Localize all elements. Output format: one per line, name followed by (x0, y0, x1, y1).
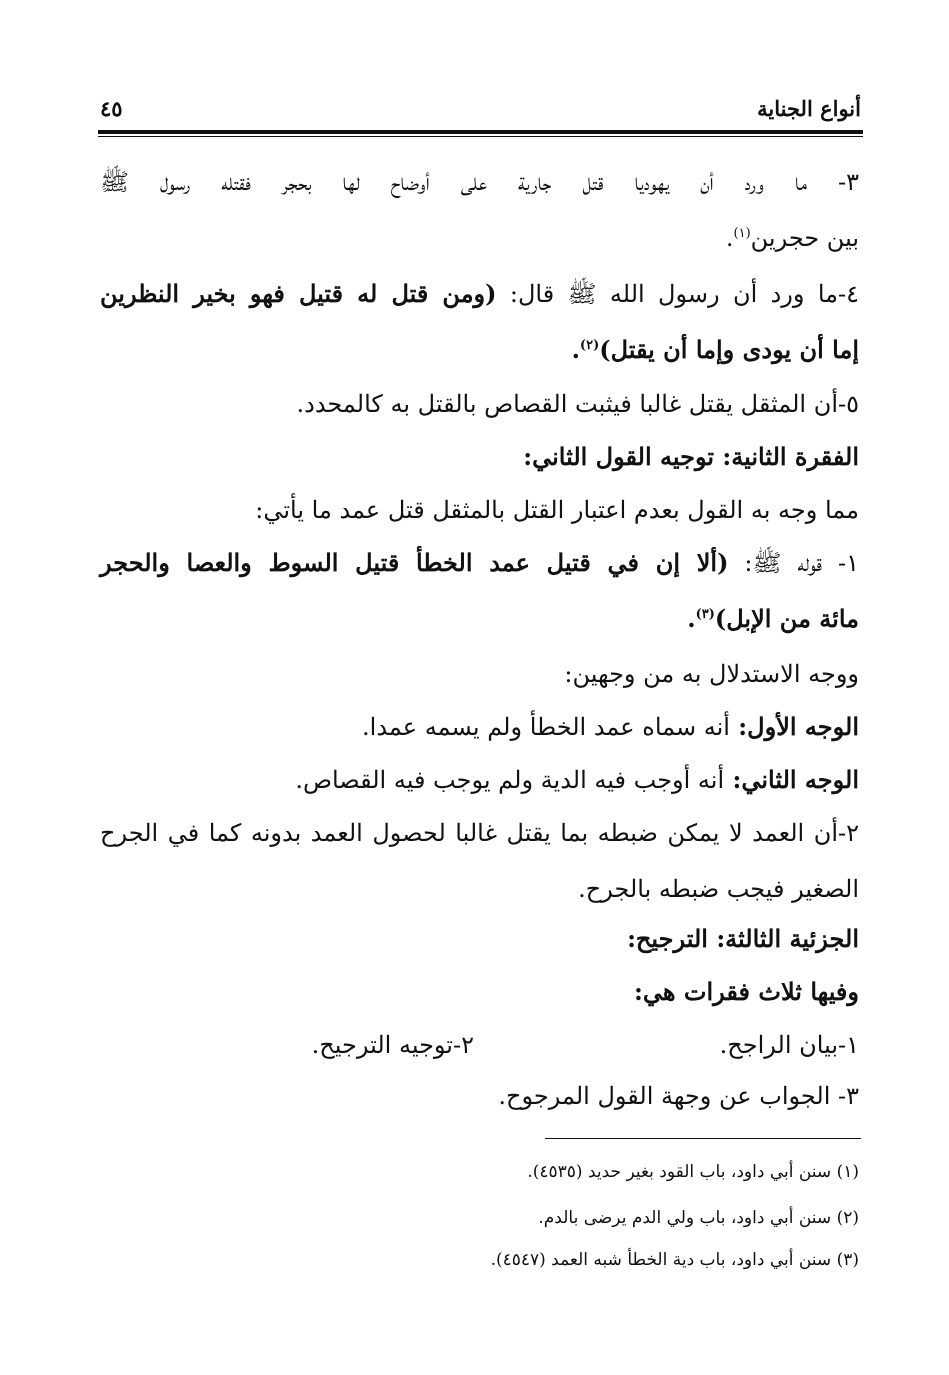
hadith-quote-1-end: إما أن يودى وإما أن يقتل) (599, 335, 859, 364)
hadith-quote-1: (ومن قتل له قتيل فهو بخير النظرين (100, 279, 497, 308)
text-line-13: ٢-أن العمد لا يمكن ضبطه بما يقتل غالبا لحصول العمد بدونه كما في الجرح (100, 819, 859, 847)
list-item-2: ٢-توجيه الترجيح. (311, 1031, 474, 1059)
header-rule (98, 130, 863, 134)
text-line-7: مما وجه به القول بعدم اعتبار القتل بالمثقل قتل عمد ما يأتي: (255, 496, 859, 524)
footnote-2: (٢) سنن أبي داود، باب ولي الدم يرضى بالدم. (538, 1208, 859, 1228)
text-line-8-intro: ١- قوله ﷺ: (728, 549, 859, 577)
text-line-1: ٣- ما ورد أن يهوديا قتل جارية على أوضاح لها بحجر فقتله رسول ﷺ (100, 168, 859, 196)
running-header-title: أنواع الجناية (757, 96, 861, 121)
aspect-text-1: أنه سماه عمد الخطأ ولم يسمه عمدا. (362, 713, 730, 741)
page-number: ٤٥ (100, 96, 123, 121)
text-line-4-end: . (571, 335, 580, 364)
aspect-text-2: أنه أوجب فيه الدية ولم يوجب فيه القصاص. (295, 766, 725, 794)
footnote-3: (٣) سنن أبي داود، باب دية الخطأ شبه العمد (٤٥٤٧). (490, 1250, 859, 1270)
text-line-5: ٥-أن المثقل يقتل غالبا فيثبت القصاص بالقتل به كالمحدد. (296, 390, 859, 418)
text-line-8 (100, 549, 859, 578)
text-line-2 (726, 224, 859, 253)
hadith-quote-2: (ألا إن في قتيل عمد الخطأ قتيل السوط والعصا والحجر (100, 548, 729, 577)
text-line-4 (572, 336, 859, 365)
section-heading-part-3: الجزئية الثالثة: الترجيح: (627, 924, 859, 953)
footnote-ref-3: (٣) (695, 607, 715, 622)
list-item-3: ٣- الجواب عن وجهة القول المرجوح. (498, 1082, 859, 1110)
hadith-quote-2-end: مائة من الإبل) (714, 604, 859, 633)
text-line-12 (295, 766, 859, 795)
text-line-10: ووجه الاستدلال به من وجهين: (564, 660, 859, 688)
footnote-1: (١) سنن أبي داود، باب القود بغير حديد (٤٥٣٥). (527, 1162, 859, 1182)
text-line-3 (100, 280, 859, 309)
footnote-ref-1: (١) (733, 226, 751, 241)
section-heading-paragraph-2: الفقرة الثانية: توجيه القول الثاني: (523, 442, 859, 471)
text-line-2-end: . (725, 224, 734, 252)
text-line-14: الصغير فيجب ضبطه بالجرح. (578, 875, 859, 903)
footnote-separator (545, 1138, 861, 1139)
footnote-ref-2: (٢) (579, 338, 600, 353)
text-line-9 (687, 605, 859, 634)
text-line-3-intro: ٤-ما ورد أن رسول الله ﷺ قال: (496, 280, 859, 308)
text-line-11 (362, 713, 859, 742)
aspect-label-1: الوجه الأول: (729, 712, 859, 741)
header-rule-thin (98, 136, 863, 137)
list-item-1: ١-بيان الراجح. (719, 1031, 859, 1059)
text-line-9-end: . (687, 604, 696, 633)
text-line-16: وفيها ثلاث فقرات هي: (634, 977, 859, 1006)
aspect-label-2: الوجه الثاني: (724, 765, 859, 794)
text-line-2-content: بين حجرين (750, 224, 859, 252)
